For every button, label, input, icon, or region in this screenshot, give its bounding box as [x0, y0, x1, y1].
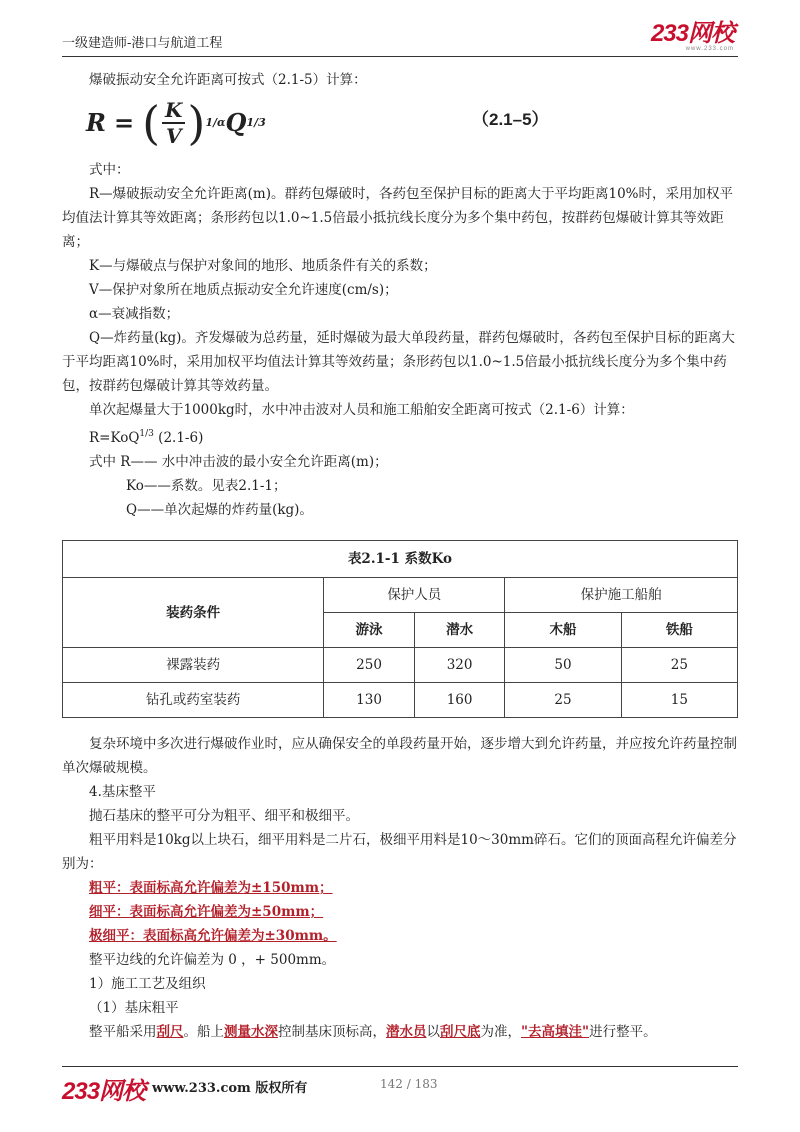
where2-r: 式中 R—— 水中冲击波的最小安全允许距离(m)； — [89, 454, 388, 470]
formula-numerator: K — [162, 98, 185, 124]
formula2-sup: 1/3 — [139, 429, 154, 439]
footer-logo: 233网校 — [62, 1078, 146, 1105]
def-v: V—保护对象所在地质点振动安全允许速度(cm/s)； — [89, 282, 398, 298]
brand-logo — [651, 22, 734, 52]
edge-tolerance: 整平边线的允许偏差为 0 ，+ 500mm。 — [89, 952, 336, 968]
table-cell: 250 — [324, 648, 415, 683]
complex-env-text: 复杂环境中多次进行爆破作业时，应从确保安全的单段药量开始，逐步增大到允许药量，并应按允许药量控制单次爆破规模。 — [62, 736, 737, 776]
table-caption: 表2.1-1 系数Ko — [63, 541, 738, 578]
tolerance-coarse: 粗平：表面标高允许偏差为±150mm； — [89, 880, 333, 896]
formula2-label: (2.1-6) — [153, 430, 204, 446]
formula-2-1-5: R = ( $\frac{K}{V}$ ) 1/α Q 1/3 （2.1–5） — [86, 96, 549, 150]
formula-q: Q — [225, 108, 247, 137]
document-title: 一级建造师-港口与航道工程 — [62, 36, 223, 51]
term-diver: 潜水员 — [386, 1024, 427, 1040]
ko-coefficient-table — [62, 540, 738, 718]
table-cell: 320 — [414, 648, 505, 683]
table-cell: 裸露装药 — [63, 648, 324, 683]
table-header-personnel: 保护人员 — [324, 578, 505, 613]
materials-text: 粗平用料是10kg以上块石，细平用料是二片石，极细平用料是10～30mm碎石。它们的顶面高程允许偏差分别为： — [62, 832, 737, 872]
table-row — [63, 683, 738, 718]
term-scraper: 刮尺 — [156, 1024, 184, 1040]
table-cell: 钻孔或药室装药 — [63, 683, 324, 718]
tolerance-fine: 细平：表面标高允许偏差为±50mm； — [89, 904, 324, 920]
term-depth-measure: 测量水深 — [224, 1024, 278, 1040]
logo-mark: 233网校 — [650, 20, 734, 47]
page-content — [62, 68, 738, 1044]
section-4-heading: 4.基床整平 — [89, 784, 156, 800]
levels-text: 抛石基床的整平可分为粗平、细平和极细平。 — [89, 808, 359, 824]
table-cell: 50 — [505, 648, 621, 683]
table-header-swim: 游泳 — [324, 613, 415, 648]
formula-fraction — [162, 98, 185, 148]
logo-url: www.233.com — [685, 46, 734, 52]
table-cell: 15 — [621, 683, 737, 718]
intro-text: 爆破振动安全允许距离可按式（2.1-5）计算： — [89, 72, 367, 88]
single-blast-text: 单次起爆量大于1000kg时，水中冲击波对人员和施工船舶安全距离可按式（2.1-6）计算： — [89, 402, 634, 418]
where-label: 式中： — [89, 162, 130, 178]
formula-exponent-2: 1/3 — [246, 116, 266, 129]
term-cut-fill: "去高填洼" — [521, 1024, 590, 1040]
tolerance-extra-fine: 极细平：表面标高允许偏差为±30mm。 — [89, 928, 337, 944]
formula-2-1-6 — [62, 422, 738, 450]
table-header-steel-boat: 铁船 — [621, 613, 737, 648]
formula2-main: R=KoQ — [89, 430, 140, 446]
table-header-charge: 装药条件 — [63, 578, 324, 648]
leveling-text: 整平船采用刮尺。船上测量水深控制基床顶标高，潜水员以刮尺底为准，"去高填洼"进行整平。 — [89, 1024, 657, 1040]
def-q: Q—炸药量(kg)。齐发爆破为总药量，延时爆破为最大单段药量，群药包爆破时，各药包至保护目标的距离大于平均距离10%时，采用加权平均值法计算其等效药量；条形药包以1.0~1.5倍最小抵抗线长度分为多个集中药包，按群药包爆破计算其等效药量。 — [62, 330, 735, 394]
page-footer — [62, 1066, 738, 1107]
table-header-wood-boat: 木船 — [505, 613, 621, 648]
where2-ko: Ko——系数。见表2.1-1； — [126, 478, 287, 494]
where2-q: Q——单次起爆的炸药量(kg)。 — [126, 502, 313, 518]
def-k: K—与爆破点与保护对象间的地形、地质条件有关的系数； — [89, 258, 437, 274]
table-header-vessels: 保护施工船舶 — [505, 578, 738, 613]
subsection-1: 1）施工工艺及组织 — [89, 976, 206, 992]
term-scraper-bottom: 刮尺底 — [440, 1024, 481, 1040]
formula-label: （2.1–5） — [472, 110, 549, 129]
table-row — [63, 648, 738, 683]
def-alpha: α—衰减指数； — [89, 306, 180, 322]
table-cell: 130 — [324, 683, 415, 718]
def-r: R—爆破振动安全允许距离(m)。群药包爆破时，各药包至保护目标的距离大于平均距离10%时，采用加权平均值法计算其等效距离；条形药包以1.0~1.5倍最小抵抗线长度分为多个集中药包，按群药包爆破计算其等效距离； — [62, 186, 734, 250]
table-cell: 160 — [414, 683, 505, 718]
formula-denominator: V — [165, 124, 182, 148]
formula-equals: = — [113, 108, 135, 137]
page-number: 142 / 183 — [380, 1077, 438, 1091]
table-cell: 25 — [621, 648, 737, 683]
formula-exponent-1: 1/α — [205, 116, 226, 129]
table-header-dive: 潜水 — [414, 613, 505, 648]
page-header — [62, 22, 738, 57]
footer-site: www.233.com 版权所有 — [152, 1081, 308, 1096]
table-cell: 25 — [505, 683, 621, 718]
subsection-1-1: （1）基床粗平 — [89, 1000, 179, 1016]
formula-lhs: R — [86, 108, 106, 137]
